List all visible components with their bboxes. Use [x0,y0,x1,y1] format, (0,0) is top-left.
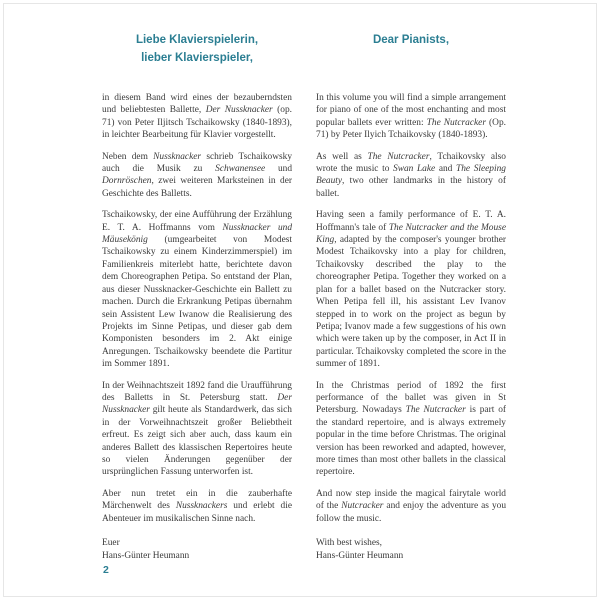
paragraph: Tschaikowsky, der eine Aufführung der Erzählung E. T. A. Hoffmanns vom Nussknacker und Mäusekönig (umgearbeitet von Modest Tschaikowsky zu einem Kinderzimmerspiel) im Familienkreis miterlebt hatte, berichtete davon dem Choreographen Petipa. So entstand der Plan, aus dieser Nussknacker-Geschichte ein Ballett zu machen. Durch die Erkrankung Petipas übernahm sein Assistent Lew Iwanow die Realisierung des Projekts im Sinne Petipas, und dieser gab dem Komponisten besonders im 2. Akt einige Anregungen. Tschaikowsky beendete die Partitur im Sommer 1891. [102,210,293,370]
english-signature [316,537,506,563]
english-column [316,30,506,563]
english-body [316,92,506,525]
paragraph: In this volume you will find a simple arrangement for piano of one of the most enchanting and most popular ballets ever written: The Nutcracker (Op. 71) by Peter Ilyich Tchaikovsky (1840-1893). [316,93,506,141]
paragraph: In der Weihnachtszeit 1892 fand die Uraufführung des Balletts in St. Petersburg statt. Der Nussknacker gilt heute als Standardwerk, das sich in der Vorweihnachtszeit großer Beliebtheit erfreut. Es zeigt sich aber auch, dass kaum ein anderes Ballett des klassischen Repertoires heute so vielen Änderungen gegenüber der ursprünglichen Fassung unterworfen ist. [102,380,292,478]
paragraph: As well as The Nutcracker, Tchaikovsky also wrote the music to Swan Lake and The Sleeping Beauty, two other landmarks in the history of ballet. [316,151,506,199]
english-heading-line-1: Dear Pianists, [372,34,450,46]
german-heading [102,30,292,92]
page-number: 2 [103,564,109,576]
english-signature-line-1: With best wishes, [316,538,383,548]
paragraph: In the Christmas period of 1892 the first performance of the ballet was given in St Petersburg. Nowadays The Nutcracker is part of the standard repertoire, and is always extremely popular in the time before Christmas. The original version has been reworked and adapted, however, more times than most other ballets in the classical repertoire. [316,380,507,478]
german-signature [102,537,292,563]
english-signature-line-2: Hans-Günter Heumann [316,551,404,562]
paragraph: And now step inside the magical fairytale world of the Nutcracker and enjoy the adventure as you follow the music. [316,488,507,524]
paragraph: Neben dem Nussknacker schrieb Tschaikowsky auch die Musik zu Schwanensee und Dornröschen, zwei weiteren Marksteinen in der Geschichte des Balletts. [102,151,293,199]
german-heading-line-1: Liebe Klavierspielerin, [135,34,259,46]
paragraph: in diesem Band wird eines der bezauberndsten und beliebtesten Ballette, Der Nussknacker (op. 71) von Peter Iljitsch Tschaikowsky (1840-1893), in leichter Bearbeitung für Klavier vorgestellt. [102,93,292,141]
german-heading-line-2: lieber Klavierspieler, [141,51,253,64]
german-body [102,92,292,525]
paragraph: Aber nun tretet ein in die zauberhafte Märchenwelt des Nussknackers und erlebt die Abenteuer im musikalischen Sinne nach. [102,488,292,524]
paragraph: Having seen a family performance of E. T. A. Hoffmann's tale of The Nutcracker and the Mouse King, adapted by the composer's younger brother Modest Tchaikovsky into a play for children, Tchaikovsky described the play to the choreographer Petipa. Together they worked on a plan for a ballet based on the Nutcracker story. When Petipa fell ill, his assistant Lev Ivanov stepped in to work on the project as begun by Petipa; Ivanov made a few suggestions of his own which were taken up by the composer, in Act II in particular. Tchaikovsky completed the score in the summer of 1891. [316,210,506,370]
english-heading [316,30,506,92]
preface-page [102,30,506,563]
german-column [102,30,292,563]
german-signature-line-1: Euer [102,538,120,548]
german-signature-line-2: Hans-Günter Heumann [102,551,190,562]
